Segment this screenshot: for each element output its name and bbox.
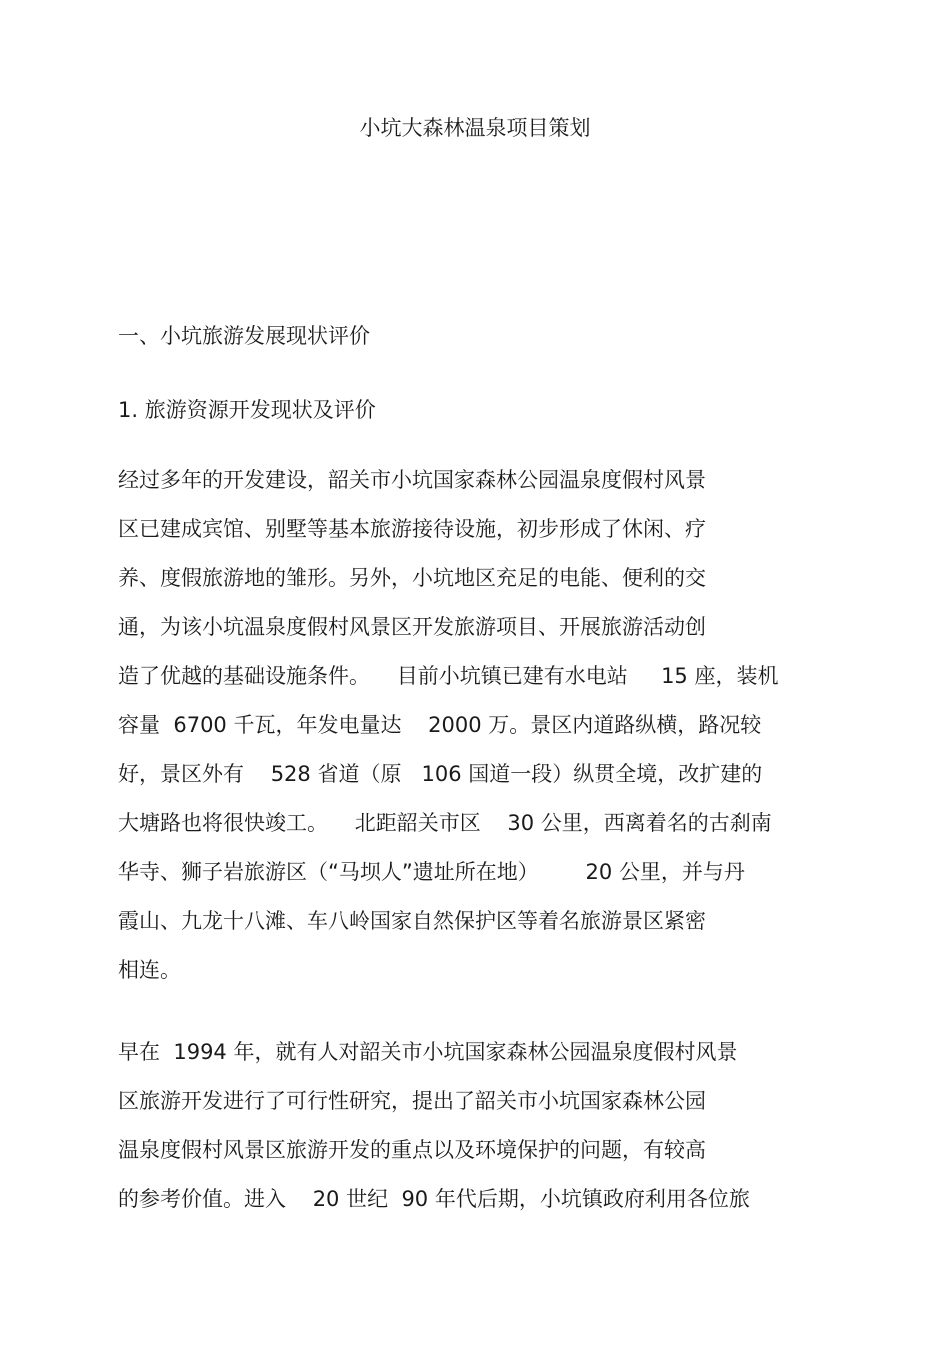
text-line: 的参考价值。进入 20 世纪 90 年代后期，小坑镇政府利用各位旅 [118,1187,750,1211]
text-line: 温泉度假村风景区旅游开发的重点以及环境保护的问题，有较高 [118,1138,706,1162]
subsection-heading: 1. 旅游资源开发现状及评价 [118,398,376,422]
text-line: 大塘路也将很快竣工。 北距韶关市区 30 公里，西离着名的古刹南 [118,811,772,835]
text-line: 区旅游开发进行了可行性研究，提出了韶关市小坑国家森林公园 [118,1089,706,1113]
section-heading: 一、小坑旅游发展现状评价 [118,324,370,348]
text-line: 华寺、狮子岩旅游区（“马坝人”遗址所在地） 20 公里，并与丹 [118,860,745,884]
text-line: 相连。 [118,958,181,982]
text-line: 造了优越的基础设施条件。 目前小坑镇已建有水电站 15 座，装机 [118,664,779,688]
text-line: 经过多年的开发建设，韶关市小坑国家森林公园温泉度假村风景 [118,468,706,492]
paragraph-research-history [118,1036,838,1232]
document-title: 小坑大森林温泉项目策划 [359,116,591,140]
text-line: 容量 6700 千瓦，年发电量达 2000 万。景区内道路纵横，路况较 [118,713,762,737]
text-line: 养、度假旅游地的雏形。另外，小坑地区充足的电能、便利的交 [118,566,706,590]
text-line: 早在 1994 年，就有人对韶关市小坑国家森林公园温泉度假村风景 [118,1040,738,1064]
text-line: 霞山、九龙十八滩、车八岭国家自然保护区等着名旅游景区紧密 [118,909,706,933]
paragraph-resources-status [118,464,838,1003]
text-line: 通，为该小坑温泉度假村风景区开发旅游项目、开展旅游活动创 [118,615,706,639]
text-line: 好，景区外有 528 省道（原 106 国道一段）纵贯全境，改扩建的 [118,762,763,786]
text-line: 区已建成宾馆、别墅等基本旅游接待设施，初步形成了休闲、疗 [118,517,706,541]
